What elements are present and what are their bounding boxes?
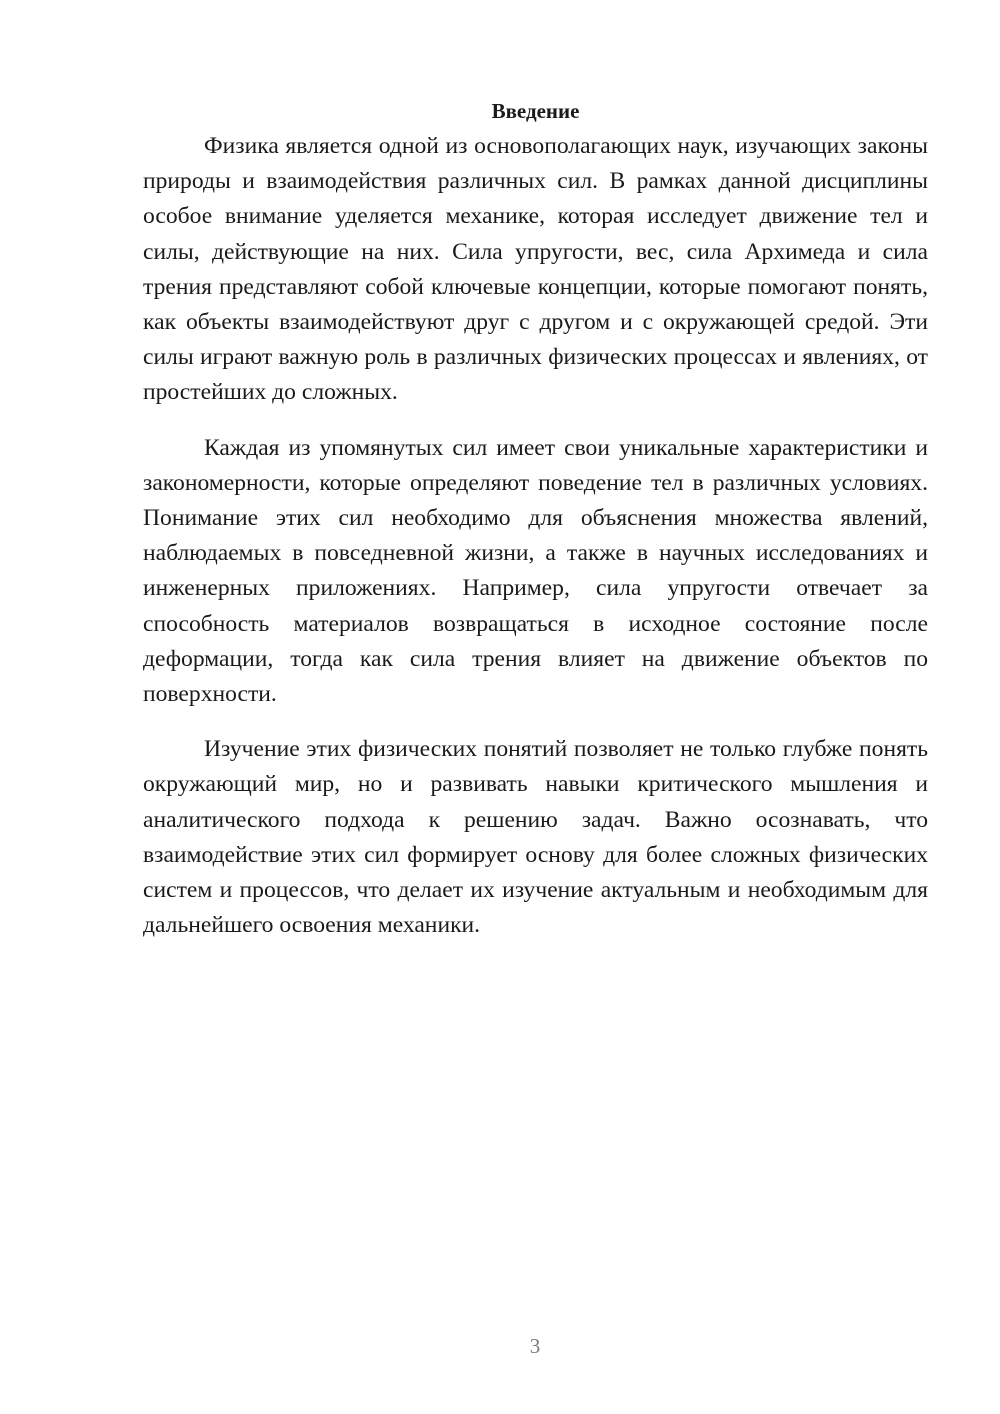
page-content [143, 94, 928, 943]
paragraph-3: Изучение этих физических понятий позволяет не только глубже понять окружающий мир, но и развивать навыки критического мышления и аналитического подхода к решению задач. Важно осознавать, что взаимодействие этих сил формирует основу для более сложных физических систем и процессов, что делает их изучение актуальным и необходимым для дальнейшего освоения механики. [143, 736, 928, 939]
paragraph-2: Каждая из упомянутых сил имеет свои уникальные характеристики и закономерности, которые определяют поведение тел в различных условиях. Понимание этих сил необходимо для объяснения множества явлений, наблюдаемых в повседневной жизни, а также в научных исследованиях и инженерных приложениях. Например, сила упругости отвечает за способность материалов возвращаться в исходное состояние после деформации, тогда как сила трения влияет на движение объектов по поверхности. [143, 434, 928, 708]
paragraph-1: Физика является одной из основополагающих наук, изучающих законы природы и взаимодействия различных сил. В рамках данной дисциплины особое внимание уделяется механике, которая исследует движение тел и силы, действующие на них. Сила упругости, вес, сила Архимеда и сила трения представляют собой ключевые концепции, которые помогают понять, как объекты взаимодействуют друг с другом и с окружающей средой. Эти силы играют важную роль в различных физических процессах и явлениях, от простейших до сложных. [143, 133, 928, 406]
section-title: Введение [491, 99, 580, 123]
page-number: 3 [529, 1334, 541, 1358]
